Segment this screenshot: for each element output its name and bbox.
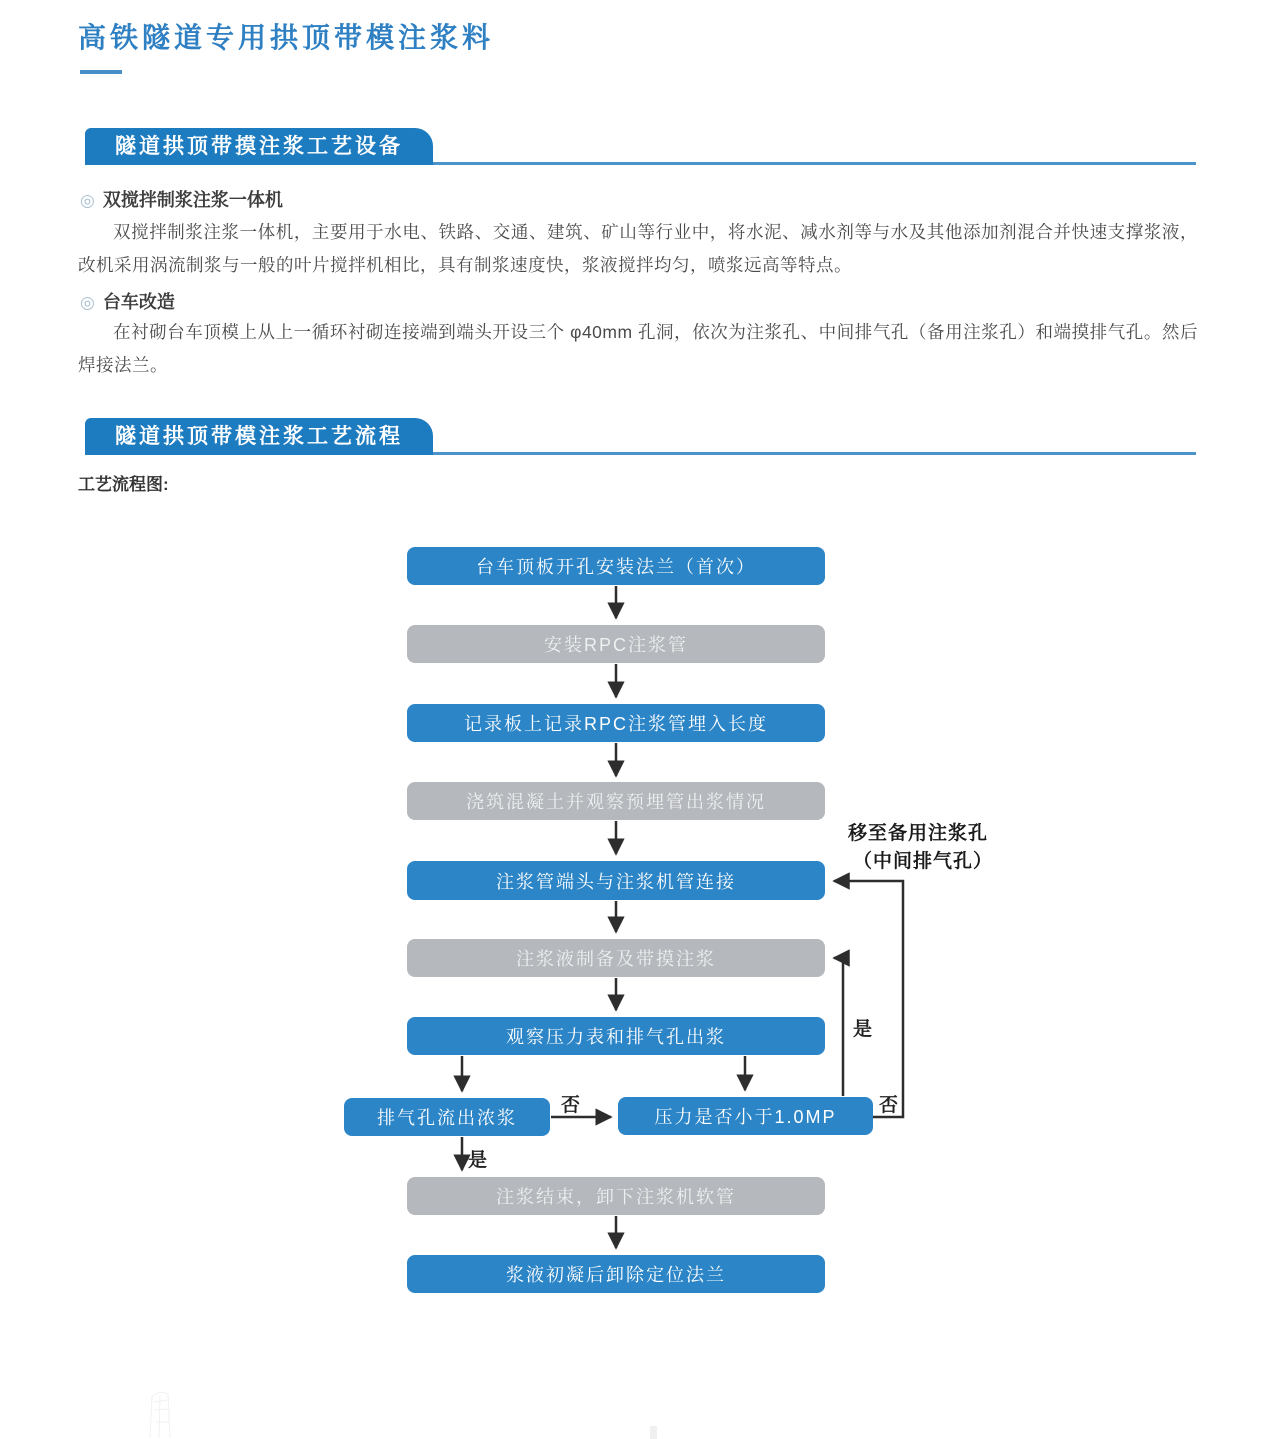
edge-label-no: 否 bbox=[879, 1095, 899, 1116]
flow-node-install-rpc-pipe: 安装RPC注浆管 bbox=[407, 625, 825, 663]
bullet-heading-trolley bbox=[80, 288, 175, 314]
annotation-middle-vent: （中间排气孔） bbox=[853, 851, 994, 872]
edge-label-no: 否 bbox=[561, 1095, 581, 1116]
flow-node-pour-concrete: 浇筑混凝土并观察预埋管出浆情况 bbox=[407, 782, 825, 820]
flow-node-record-length: 记录板上记录RPC注浆管埋入长度 bbox=[407, 704, 825, 742]
flow-node-pressure-check: 压力是否小于1.0MP bbox=[618, 1097, 873, 1135]
double-circle-bullet-icon: ◎ bbox=[80, 293, 95, 312]
section-badge-process: 隧道拱顶带模注浆工艺流程 bbox=[85, 418, 433, 455]
flow-node-connect-pipe: 注浆管端头与注浆机管连接 bbox=[407, 861, 825, 900]
section-badge-equipment: 隧道拱顶带摸注浆工艺设备 bbox=[85, 128, 433, 165]
section-header-equipment bbox=[85, 128, 1196, 165]
flow-diagram-label: 工艺流程图: bbox=[78, 475, 169, 494]
flow-node-install-flange: 台车顶板开孔安装法兰（首次） bbox=[407, 547, 825, 585]
annotation-backup-hole: 移至备用注浆孔 bbox=[848, 823, 989, 844]
edge-label-yes: 是 bbox=[468, 1150, 488, 1171]
flow-node-grouting-end: 注浆结束，卸下注浆机软管 bbox=[407, 1177, 825, 1215]
page-title: 高铁隧道专用拱顶带模注浆料 bbox=[78, 22, 495, 53]
section-header-process bbox=[85, 418, 1196, 455]
watermark-building bbox=[136, 1388, 186, 1439]
paragraph-mixer: 双搅拌制浆注浆一体机，主要用于水电、铁路、交通、建筑、矿山等行业中，将水泥、减水剂等与水及其他添加剂混合并快速支撑浆液，改机采用涡流制浆与一般的叶片搅拌机相比，具有制浆速度快，浆液搅拌均匀，喷浆远高等特点。 bbox=[78, 222, 1198, 275]
flow-node-observe-gauge: 观察压力表和排气孔出浆 bbox=[407, 1017, 825, 1055]
edge-label-yes: 是 bbox=[853, 1019, 873, 1040]
paragraph-trolley: 在衬砌台车顶模上从上一循环衬砌连接端到端头开设三个 φ40mm 孔洞，依次为注浆孔、中间排气孔（备用注浆孔）和端摸排气孔。然后焊接法兰。 bbox=[78, 322, 1198, 375]
double-circle-bullet-icon: ◎ bbox=[80, 191, 95, 210]
bullet-heading-text: 台车改造 bbox=[102, 292, 175, 312]
flow-node-prepare-grout: 注浆液制备及带摸注浆 bbox=[407, 939, 825, 977]
bullet-heading-mixer bbox=[80, 186, 283, 212]
title-underline bbox=[80, 70, 122, 74]
page-smudge bbox=[650, 1426, 657, 1439]
flow-node-remove-flange: 浆液初凝后卸除定位法兰 bbox=[407, 1255, 825, 1293]
bullet-heading-text: 双搅拌制浆注浆一体机 bbox=[102, 190, 283, 210]
flow-node-vent-slurry: 排气孔流出浓浆 bbox=[344, 1098, 550, 1136]
